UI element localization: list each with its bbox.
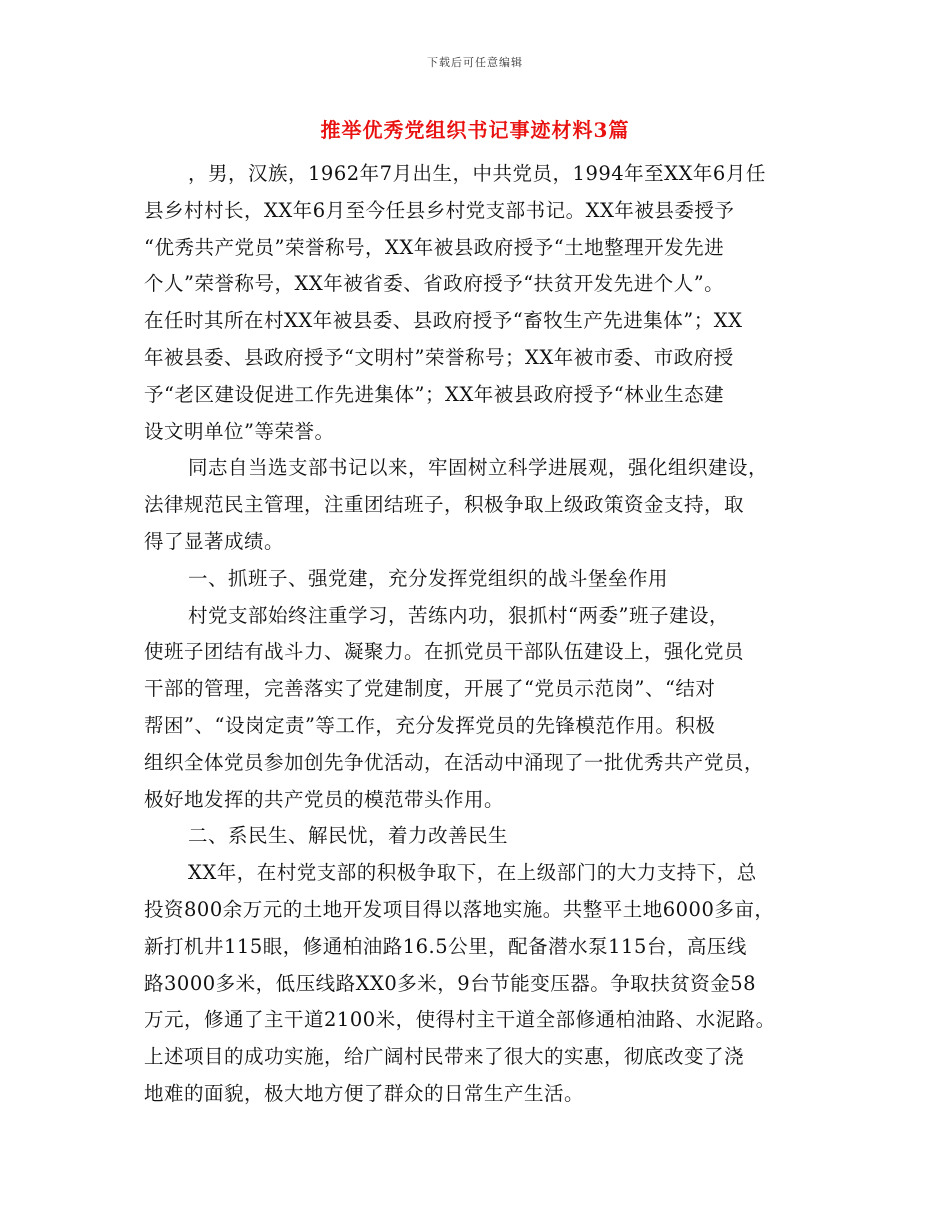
body-line: 同志自当选支部书记以来，牢固树立科学进展观，强化组织建设，	[188, 456, 769, 480]
body-line: 个人”荣誉称号，XX年被省委、省政府授予“扶贫开发先进个人”。	[144, 272, 725, 296]
body-line: 村党支部始终注重学习，苦练内功，狠抓村“两委”班子建设，	[188, 603, 729, 627]
body-line: 新打机井115眼，修通柏油路16.5公里，配备潜水泵115台，高压线	[144, 934, 747, 958]
body-line: 帮困”、“设岗定责”等工作，充分发挥党员的先锋模范作用。积极	[144, 713, 716, 737]
body-line: 万元，修通了主干道2100米，使得村主干道全部修通柏油路、水泥路。	[144, 1008, 776, 1032]
body-line: 在任时其所在村XX年被县委、县政府授予“畜牧生产先进集体”；XX	[144, 309, 743, 333]
body-line: 路3000多米，低压线路XX0多米，9台节能变压器。争取扶贫资金58	[144, 971, 757, 995]
body-line: 得了显著成绩。	[144, 529, 285, 553]
document-title: 推举优秀党组织书记事迹材料3篇	[320, 118, 630, 142]
body-line: 干部的管理，完善落实了党建制度，开展了“党员示范岗”、“结对	[144, 677, 716, 701]
body-line: 投资800余万元的土地开发项目得以落地实施。共整平土地6000多亩，	[144, 897, 775, 921]
body-line: “优秀共产党员”荣誉称号，XX年被县政府授予“土地整理开发先进	[144, 235, 725, 259]
body-line: ，男，汉族，1962年7月出生，中共党员，1994年至XX年6月任	[188, 162, 766, 185]
body-line: 地难的面貌，极大地方便了群众的日常生产生活。	[144, 1081, 585, 1105]
body-line: 法律规范民主管理，注重团结班子，积极争取上级政策资金支持，取	[144, 493, 745, 517]
header-note: 下载后可任意编辑	[427, 56, 523, 69]
body-line: 予“老区建设促进工作先进集体”；XX年被县政府授予“林业生态建	[144, 382, 725, 406]
body-line: 年被县委、县政府授予“文明村”荣誉称号；XX年被市委、市政府授	[144, 345, 734, 369]
body-line: 使班子团结有战斗力、凝聚力。在抓党员干部队伍建设上，强化党员	[144, 640, 745, 664]
document-body	[144, 160, 824, 1117]
body-line: XX年，在村党支部的积极争取下，在上级部门的大力支持下，总	[188, 861, 757, 885]
body-line: 二、系民生、解民忧，着力改善民生	[188, 824, 509, 848]
body-line: 县乡村村长，XX年6月至今任县乡村党支部书记。XX年被县委授予	[144, 198, 735, 222]
body-line: 极好地发挥的共产党员的模范带头作用。	[144, 787, 505, 811]
body-line: 一、抓班子、强党建，充分发挥党组织的战斗堡垒作用	[188, 566, 669, 590]
body-line: 组织全体党员参加创先争优活动，在活动中涌现了一批优秀共产党员，	[144, 750, 765, 774]
body-line: 设文明单位”等荣誉。	[144, 419, 335, 443]
body-line: 上述项目的成功实施，给广阔村民带来了很大的实惠，彻底改变了浇	[144, 1045, 745, 1069]
